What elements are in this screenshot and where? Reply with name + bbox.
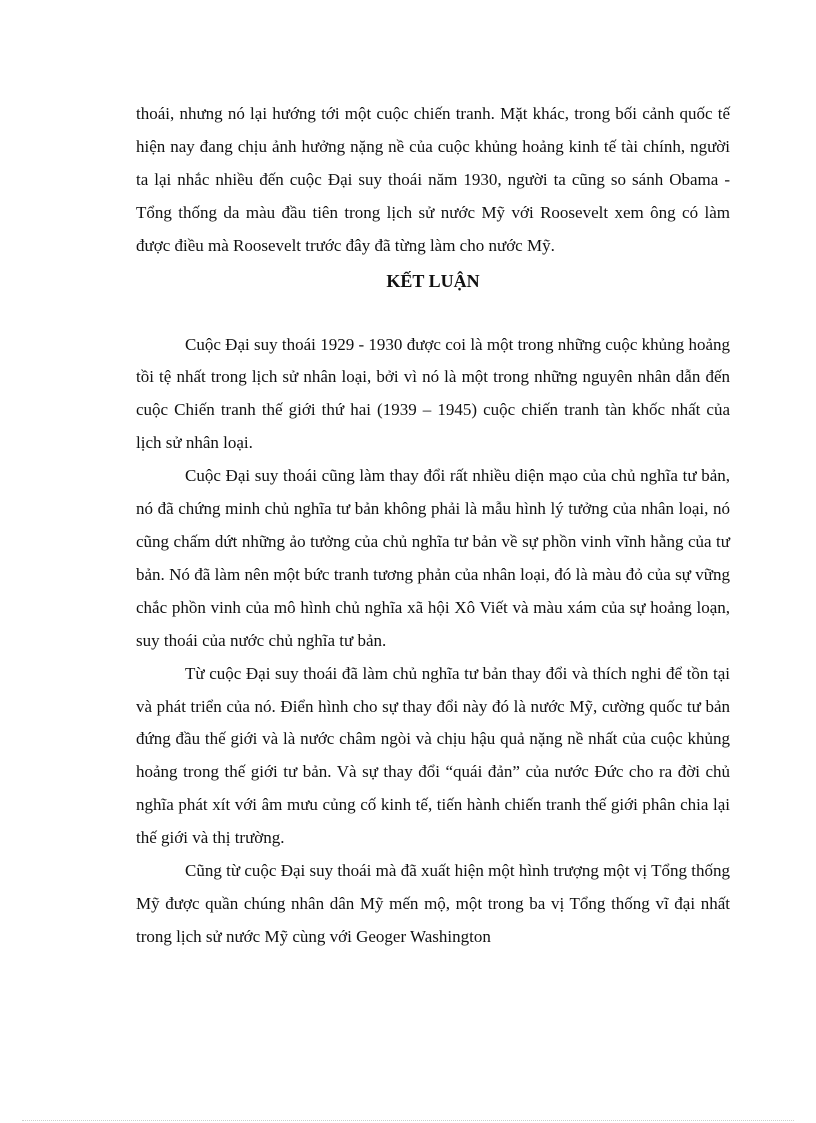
- paragraph-1: Cuộc Đại suy thoái 1929 - 1930 được coi là một trong những cuộc khủng hoảng tồi tệ nhất trong lịch sử nhân loại, bởi vì nó là một trong những nguyên nhân dẫn đến cuộc Chiến tranh thế giới thứ hai (1939 – 1945) cuộc chiến tranh tàn khốc nhất của lịch sử nhân loại.: [136, 334, 730, 453]
- page-bottom-divider: [22, 1120, 794, 1121]
- document-body: [136, 98, 730, 954]
- continued-paragraph: thoái, nhưng nó lại hướng tới một cuộc chiến tranh. Mặt khác, trong bối cảnh quốc tế hiện nay đang chịu ảnh hưởng nặng nề của cuộc khủng hoảng kinh tế tài chính, người ta lại nhắc nhiều đến cuộc Đại suy thoái năm 1930, người ta cũng so sánh Obama - Tổng thống da màu đầu tiên trong lịch sử nước Mỹ với Roosevelt xem ông có làm được điều mà Roosevelt trước đây đã từng làm cho nước Mỹ.: [136, 104, 730, 255]
- paragraph-4: Cũng từ cuộc Đại suy thoái mà đã xuất hiện một hình trượng một vị Tổng thống Mỹ được quần chúng nhân dân Mỹ mến mộ, một trong ba vị Tổng thống vĩ đại nhất trong lịch sử nước Mỹ cùng với Geoger Washington: [136, 861, 730, 946]
- paragraph-2: Cuộc Đại suy thoái cũng làm thay đổi rất nhiều diện mạo của chủ nghĩa tư bản, nó đã chứng minh chủ nghĩa tư bản không phải là mẫu hình lý tưởng của nhân loại, nó cũng chấm dứt những ảo tưởng của chủ nghĩa tư bản về sự phồn vinh vĩnh hằng của tư bản. Nó đã làm nên một bức tranh tương phản của nhân loại, đó là màu đỏ của sự vững chắc phồn vinh của mô hình chủ nghĩa xã hội Xô Viết và màu xám của sự hoảng loạn, suy thoái của nước chủ nghĩa tư bản.: [136, 466, 730, 650]
- section-heading: KẾT LUẬN: [386, 270, 480, 291]
- paragraph-3: Từ cuộc Đại suy thoái đã làm chủ nghĩa tư bản thay đổi và thích nghi để tồn tại và phát triển của nó. Điển hình cho sự thay đổi này đó là nước Mỹ, cường quốc tư bản đứng đầu thế giới và là nước châm ngòi và chịu hậu quả nặng nề nhất của cuộc khủng hoảng trong thế giới tư bản. Và sự thay đổi “quái đản” của nước Đức cho ra đời chủ nghĩa phát xít với âm mưu củng cố kinh tế, tiến hành chiến tranh thế giới phân chia lại thế giới và thị trường.: [136, 663, 730, 848]
